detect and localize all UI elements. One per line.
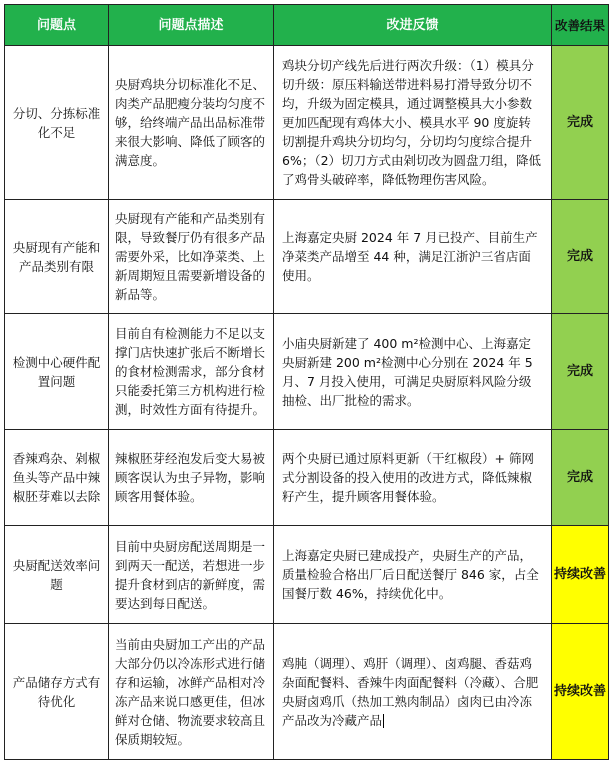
problem-point: 香辣鸡杂、剁椒鱼头等产品中辣椒胚芽难以去除 bbox=[5, 430, 109, 526]
result-badge: 完成 bbox=[552, 46, 609, 200]
improvement-table bbox=[4, 4, 609, 760]
problem-point: 产品储存方式有待优化 bbox=[5, 624, 109, 760]
problem-description: 辣椒胚芽经泡发后变大易被顾客误认为虫子异物，影响顾客用餐体验。 bbox=[109, 430, 274, 526]
problem-point: 央厨配送效率问题 bbox=[5, 526, 109, 624]
improvement-feedback: 上海嘉定央厨已建成投产，央厨生产的产品，质量检验合格出厂后日配送餐厅 846 家，占全国餐厅数 46%，持续优化中。 bbox=[274, 526, 552, 624]
improvement-feedback: 小庙央厨新建了 400 m²检测中心、上海嘉定央厨新建 200 m²检测中心分别在 2024 年 5 月、7 月投入使用，可满足央厨原料风险分级抽检、出厂批检的需求。 bbox=[274, 314, 552, 430]
table-row bbox=[5, 46, 609, 200]
result-badge: 完成 bbox=[552, 430, 609, 526]
header-point: 问题点 bbox=[5, 5, 109, 46]
table-row bbox=[5, 624, 609, 760]
problem-point: 央厨现有产能和产品类别有限 bbox=[5, 200, 109, 314]
problem-description: 央厨现有产能和产品类别有限，导致餐厅仍有很多产品需要外采，比如净菜类、上新周期短且需要新增设备的新品等。 bbox=[109, 200, 274, 314]
improvement-feedback: 两个央厨已通过原料更新（干红椒段）+ 筛网式分割设备的投入使用的改进方式，降低辣椒籽产生，提升顾客用餐体验。 bbox=[274, 430, 552, 526]
improvement-feedback bbox=[274, 624, 552, 760]
problem-point: 分切、分拣标准化不足 bbox=[5, 46, 109, 200]
header-result: 改善结果 bbox=[552, 5, 609, 46]
result-badge: 完成 bbox=[552, 314, 609, 430]
table-row bbox=[5, 314, 609, 430]
result-badge: 持续改善 bbox=[552, 624, 609, 760]
table-row bbox=[5, 430, 609, 526]
text-cursor bbox=[383, 714, 384, 728]
problem-point: 检测中心硬件配置问题 bbox=[5, 314, 109, 430]
table-row bbox=[5, 526, 609, 624]
problem-description: 当前由央厨加工产出的产品大部分仍以冷冻形式进行储存和运输，冰鲜产品相对冷冻产品来说口感更佳，但冰鲜对仓储、物流要求较高且保质期较短。 bbox=[109, 624, 274, 760]
header-row bbox=[5, 5, 609, 46]
result-badge: 持续改善 bbox=[552, 526, 609, 624]
improvement-feedback: 鸡块分切产线先后进行两次升级：（1）模具分切升级：原压料输送带进料易打滑导致分切不均，升级为固定模具，通过调整模具大小参数更加匹配现有鸡体大小、模具水平 90 度旋转切割提升鸡块分切均匀，分切均匀度综合提升 6%；（2）切刀方式由剁切改为圆盘刀组，降低了鸡骨头破碎率，降低物理伤害风险。 bbox=[274, 46, 552, 200]
problem-description: 央厨鸡块分切标准化不足、肉类产品肥瘦分装均匀度不够，给终端产品出品标准带来很大影响、降低了顾客的满意度。 bbox=[109, 46, 274, 200]
improvement-feedback: 上海嘉定央厨 2024 年 7 月已投产、目前生产净菜类产品增至 44 种，满足江浙沪三省店面使用。 bbox=[274, 200, 552, 314]
header-feedback: 改进反馈 bbox=[274, 5, 552, 46]
table-row bbox=[5, 200, 609, 314]
problem-description: 目前中央厨房配送周期是一到两天一配送，若想进一步提升食材到店的新鲜度，需要达到每日配送。 bbox=[109, 526, 274, 624]
result-badge: 完成 bbox=[552, 200, 609, 314]
header-description: 问题点描述 bbox=[109, 5, 274, 46]
feedback-text: 鸡肫（调理）、鸡肝（调理）、卤鸡腿、香菇鸡杂面配餐料、香辣牛肉面配餐料（冷藏）、合肥央厨卤鸡爪（热加工熟肉制品）卤肉已由冷冻产品改为冷藏产品 bbox=[282, 655, 539, 728]
problem-description: 目前自有检测能力不足以支撑门店快速扩张后不断增长的食材检测需求，部分食材只能委托第三方机构进行检测，时效性方面有待提升。 bbox=[109, 314, 274, 430]
